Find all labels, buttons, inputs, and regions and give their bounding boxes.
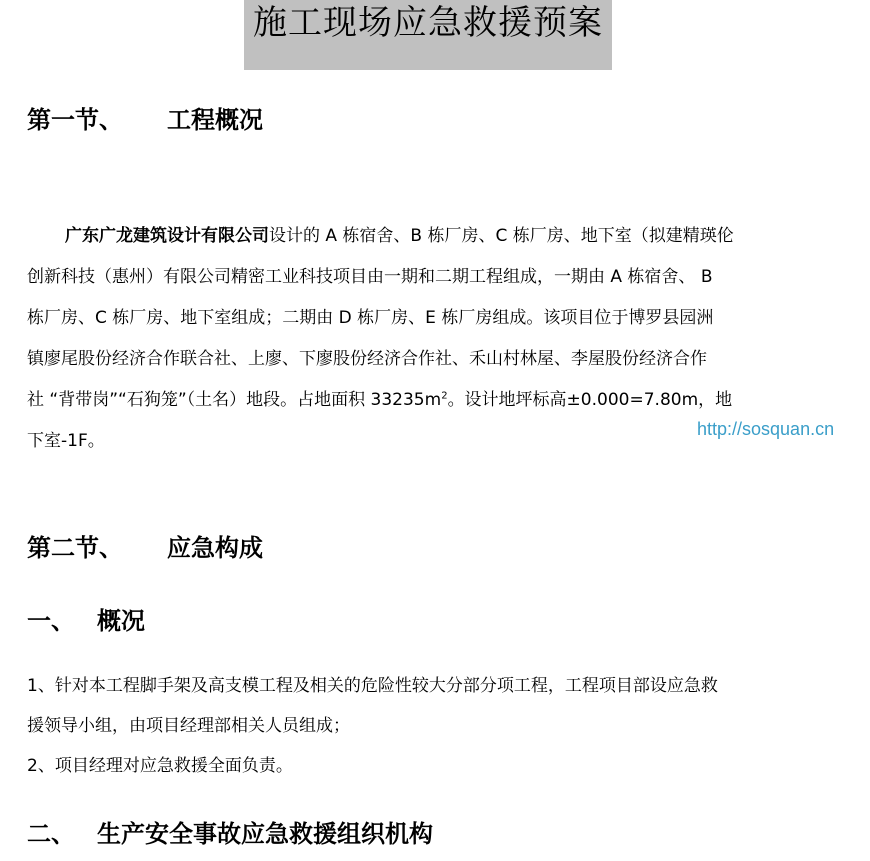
text-line — [27, 380, 833, 421]
document-title: 施工现场应急救援预案 — [244, 0, 612, 70]
section-heading-2 — [27, 528, 263, 563]
text-line — [27, 216, 833, 257]
section-label: 工程概况 — [167, 106, 263, 134]
subsection-number: 一、 — [27, 607, 75, 635]
list-item: 2、项目经理对应急救援全面负责。 — [27, 756, 293, 776]
composition-list — [27, 666, 833, 786]
text-line: 下室-1F。 — [27, 431, 105, 451]
section-heading-1 — [27, 100, 263, 135]
text-line: 栋厂房、C 栋厂房、地下室组成；二期由 D 栋厂房、E 栋厂房组成。该项目位于博罗县园洲 — [27, 308, 714, 328]
subsection-number: 二、 — [27, 820, 75, 848]
subsection-heading-1 — [27, 601, 145, 636]
list-item-continuation: 援领导小组，由项目经理部相关人员组成； — [27, 716, 350, 736]
superscript: 2 — [441, 390, 448, 402]
text-span: 。设计地坪标高±0.000=7.80m，地 — [447, 390, 733, 410]
section-label: 应急构成 — [167, 534, 263, 562]
subsection-label: 生产安全事故应急救援组织机构 — [97, 820, 433, 848]
subsection-heading-2 — [27, 814, 433, 849]
text-span: 设计的 A 栋宿舍、B 栋厂房、C 栋厂房、地下室（拟建精瑛伦 — [269, 226, 734, 246]
subsection-label: 概况 — [97, 607, 145, 635]
watermark-link[interactable]: http://sosquan.cn — [697, 419, 835, 439]
section-number: 第二节、 — [27, 534, 123, 562]
text-span: 社 “背带岗”“石狗笼”（土名）地段。占地面积 33235m — [27, 390, 442, 410]
section-number: 第一节、 — [27, 106, 123, 134]
company-name: 广东广龙建筑设计有限公司 — [65, 226, 269, 246]
text-line: 创新科技（惠州）有限公司精密工业科技项目由一期和二期工程组成，一期由 A 栋宿舍、 B — [27, 267, 713, 287]
list-item: 1、针对本工程脚手架及高支模工程及相关的危险性较大分部分项工程，工程项目部设应急救 — [27, 676, 718, 696]
text-line: 镇廖尾股份经济合作联合社、上廖、下廖股份经济合作社、禾山村林屋、李屋股份经济合作 — [27, 349, 707, 369]
